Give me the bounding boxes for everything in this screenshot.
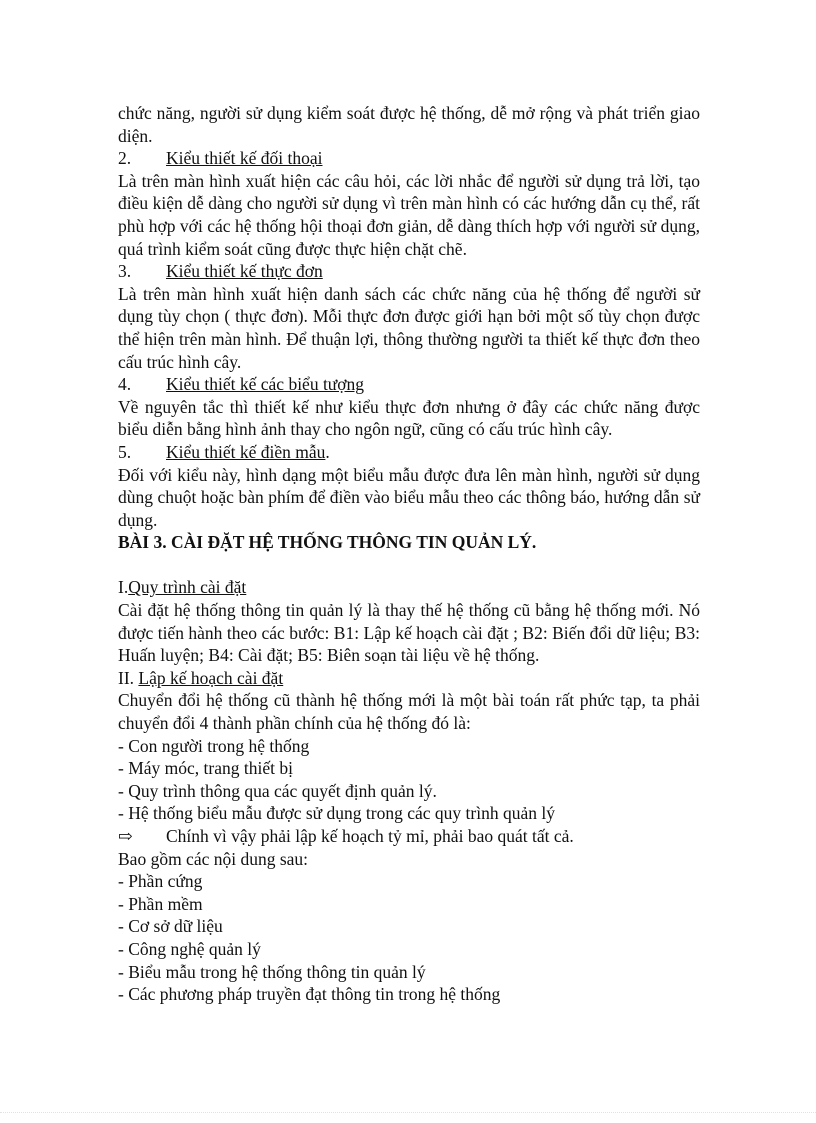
section-1-heading [118,576,700,599]
paragraph-installation-plan: Chuyển đổi hệ thống cũ thành hệ thống mới là một bài toán rất phức tạp, ta phải chuyển đổi 4 thành phần chính của hệ thống đó là: [118,690,700,734]
list-item: - Các phương pháp truyền đạt thông tin trong hệ thống [118,984,501,1005]
paragraph-intro: chức năng, người sử dụng kiểm soát được hệ thống, dễ mở rộng và phát triển giao diện. [118,103,700,146]
conclusion-text: Chính vì vậy phải lập kế hoạch tỷ mỉ, phải bao quát tất cả. [166,826,574,846]
list-item: - Máy móc, trang thiết bị [118,758,293,779]
heading-label: Kiểu thiết kế các biểu tượng [166,374,365,395]
paragraph-icon-design: Về nguyên tắc thì thiết kế như kiểu thực đơn nhưng ở đây các chức năng được biểu diễn bằng hình ảnh thay cho ngôn ngữ, cũng có cấu trúc hình cây. [118,396,700,440]
paragraph-menu-design: Là trên màn hình xuất hiện danh sách các chức năng của hệ thống để người sử dụng tùy chọn ( thực đơn). Mỗi thực đơn được giới hạn bởi một số tùy chọn được thể hiện trên màn hình. Để thuận lợi, thông thường người ta thiết kế thực đơn theo cấu trúc hình cây. [118,283,700,372]
paragraph-installation-process: Cài đặt hệ thống thông tin quản lý là thay thế hệ thống cũ bằng hệ thống mới. Nó được tiến hành theo các bước: B1: Lập kế hoạch cài đặt ; B2: Biến đổi dữ liệu; B3: Huấn luyện; B4: Cài đặt; B5: Biên soạn tài liệu về hệ thống. [118,600,700,666]
lesson-3-title: BÀI 3. CÀI ĐẶT HỆ THỐNG THÔNG TIN QUẢN LÝ. [118,532,537,553]
list-item: - Cơ sở dữ liệu [118,916,223,937]
section-2-heading [118,667,700,690]
list-item: - Công nghệ quản lý [118,938,261,959]
list-item: - Phần cứng [118,871,203,892]
heading-icon-design [118,373,700,396]
paragraph-form-design: Đối với kiểu này, hình dạng một biểu mẫu được đưa lên màn hình, người sử dụng dùng chuột hoặc bàn phím để điền vào biểu mẫu theo các thông báo, hướng dẫn sử dụng. [118,464,700,530]
blank-line [118,554,700,577]
list-item: - Phần mềm [118,893,203,914]
list-item: - Hệ thống biểu mẫu được sử dụng trong các quy trình quản lý [118,803,555,824]
heading-menu-design [118,260,700,283]
heading-label: Kiểu thiết kế điền mẫu [166,441,326,462]
section-prefix: II. [118,667,139,688]
heading-text-wrap [166,441,330,464]
heading-form-design [118,441,700,464]
page-bottom-rule [0,1112,816,1113]
heading-label: Kiểu thiết kế đối thoại [166,148,323,169]
heading-number: 4. [118,374,132,395]
list-item: - Con người trong hệ thống [118,735,310,756]
conclusion-row [118,825,700,848]
heading-number: 2. [118,148,132,169]
heading-tail: . [325,441,330,462]
list-item: - Biểu mẫu trong hệ thống thông tin quản lý [118,961,426,982]
section-label: Quy trình cài đặt [128,577,247,598]
heading-number: 5. [118,441,132,462]
section-label: Lập kế hoạch cài đặt [138,667,284,688]
heading-label: Kiểu thiết kế thực đơn [166,261,323,282]
section-prefix: I. [118,577,129,598]
document-page [118,102,700,1006]
heading-number: 3. [118,261,132,282]
right-arrow-icon: ⇨ [118,826,133,846]
list-item: - Quy trình thông qua các quyết định quản lý. [118,780,437,801]
heading-dialog-design [118,147,700,170]
paragraph-dialog-design: Là trên màn hình xuất hiện các câu hỏi, các lời nhắc để người sử dụng trả lời, tạo điều kiện dễ dàng cho người sử dụng vì trên màn hình có các hướng dẫn cụ thể, rất phù hợp với các hệ thống hội thoại đơn giản, dễ dàng thích hợp với người sử dụng, quá trình kiểm soát cũng được thực hiện chặt chẽ. [118,170,700,259]
contents-intro: Bao gồm các nội dung sau: [118,848,309,869]
